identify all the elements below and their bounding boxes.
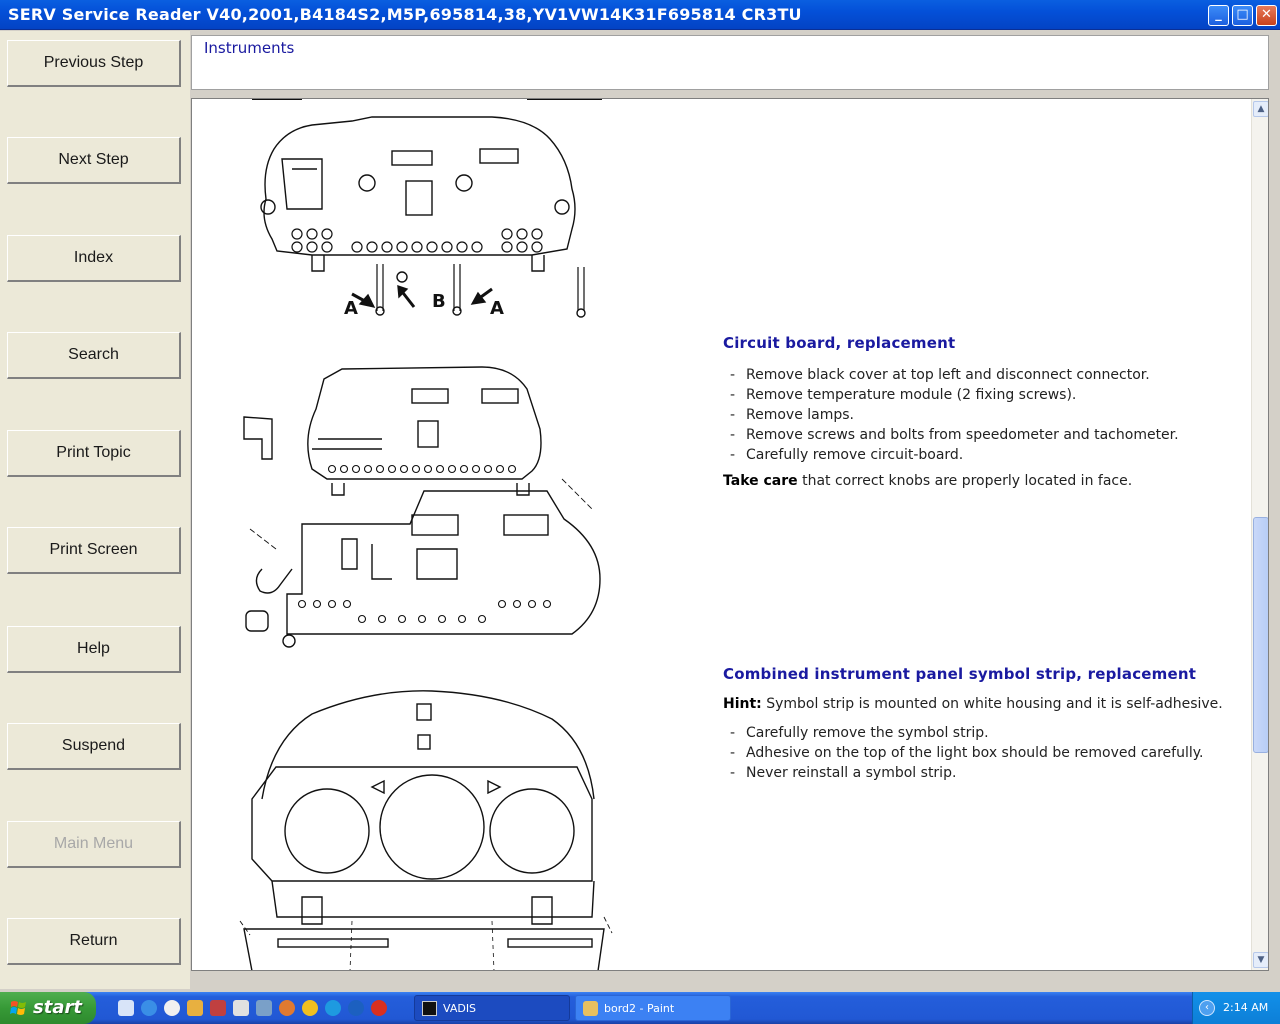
messenger-icon[interactable] xyxy=(302,1000,318,1016)
browser-icon[interactable] xyxy=(141,1000,157,1016)
list-item: - Adhesive on the top of the light box should be removed carefully. xyxy=(730,745,1204,761)
symbol-strip-steps xyxy=(730,723,1204,783)
taskbar-item-paint[interactable]: bord2 - Paint xyxy=(575,995,731,1021)
document-icon[interactable] xyxy=(233,1000,249,1016)
help-button[interactable]: Help xyxy=(7,626,181,673)
search-button[interactable]: Search xyxy=(7,332,181,379)
maximize-button[interactable]: □ xyxy=(1232,5,1253,26)
nav-panel xyxy=(0,31,190,989)
section-title-circuit-board: Circuit board, replacement xyxy=(723,334,956,352)
list-item: - Remove temperature module (2 fixing screws). xyxy=(730,387,1077,403)
print-screen-button[interactable]: Print Screen xyxy=(7,527,181,574)
app-icon[interactable] xyxy=(210,1000,226,1016)
taskbar xyxy=(0,992,1280,1024)
section-title-symbol-strip: Combined instrument panel symbol strip, replacement xyxy=(723,665,1197,683)
index-button[interactable]: Index xyxy=(7,235,181,282)
desktop-icon[interactable] xyxy=(118,1000,134,1016)
list-item: - Remove lamps. xyxy=(730,407,855,423)
tray-expand-icon[interactable]: ‹ xyxy=(1199,1000,1215,1016)
title-bar xyxy=(0,0,1280,30)
next-step-button[interactable]: Next Step xyxy=(7,137,181,184)
main-menu-button: Main Menu xyxy=(7,821,181,868)
app-icon[interactable] xyxy=(256,1000,272,1016)
minimize-button[interactable]: _ xyxy=(1208,5,1229,26)
hint-note: Hint: Symbol strip is mounted on white housing and it is self-adhesive. xyxy=(723,696,1223,712)
circuit-board-steps xyxy=(730,365,1179,465)
vertical-scrollbar[interactable] xyxy=(1251,99,1269,970)
taskbar-item-vadis[interactable]: VADIS xyxy=(414,995,570,1021)
app-icon[interactable] xyxy=(348,1000,364,1016)
app-icon[interactable] xyxy=(187,1000,203,1016)
list-item: - Never reinstall a symbol strip. xyxy=(730,765,957,781)
previous-step-button[interactable]: Previous Step xyxy=(7,40,181,87)
list-item: - Remove screws and bolts from speedometer and tachometer. xyxy=(730,427,1179,443)
content-pane xyxy=(191,98,1269,971)
app-icon[interactable] xyxy=(279,1000,295,1016)
cluster-back-drawing xyxy=(252,99,602,317)
scroll-down-arrow-icon[interactable]: ▼ xyxy=(1253,952,1269,968)
suspend-button[interactable]: Suspend xyxy=(7,723,181,770)
scroll-up-arrow-icon[interactable]: ▲ xyxy=(1253,101,1269,117)
label-b: B xyxy=(432,291,446,312)
take-care-note: Take care that correct knobs are properly located in face. xyxy=(723,473,1133,489)
list-item: - Carefully remove circuit-board. xyxy=(730,447,964,463)
clock: 2:14 AM xyxy=(1223,1001,1269,1014)
label-a-left: A xyxy=(344,298,358,319)
skype-icon[interactable] xyxy=(325,1000,341,1016)
return-button[interactable]: Return xyxy=(7,918,181,965)
page-title: Instruments xyxy=(204,39,295,57)
app-icon[interactable] xyxy=(371,1000,387,1016)
front-housing-drawing xyxy=(240,691,612,971)
print-topic-button[interactable]: Print Topic xyxy=(7,430,181,477)
paint-icon xyxy=(583,1001,598,1016)
close-button[interactable]: ✕ xyxy=(1256,5,1277,26)
instrument-illustration xyxy=(232,99,622,971)
list-item: - Carefully remove the symbol strip. xyxy=(730,725,989,741)
circuit-board-drawing xyxy=(244,367,600,647)
system-tray xyxy=(1192,992,1280,1024)
window-title: SERV Service Reader V40,2001,B4184S2,M5P,695814,38,YV1VW14K31F695814 CR3TU xyxy=(8,5,802,24)
list-item: - Remove black cover at top left and disconnect connector. xyxy=(730,367,1150,383)
start-button[interactable]: start xyxy=(0,992,96,1024)
scrollbar-thumb[interactable] xyxy=(1253,517,1269,753)
topic-header xyxy=(191,35,1269,90)
media-player-icon[interactable] xyxy=(164,1000,180,1016)
vadis-icon xyxy=(422,1001,437,1016)
windows-logo-icon xyxy=(10,1000,27,1016)
label-a-right: A xyxy=(490,298,504,319)
